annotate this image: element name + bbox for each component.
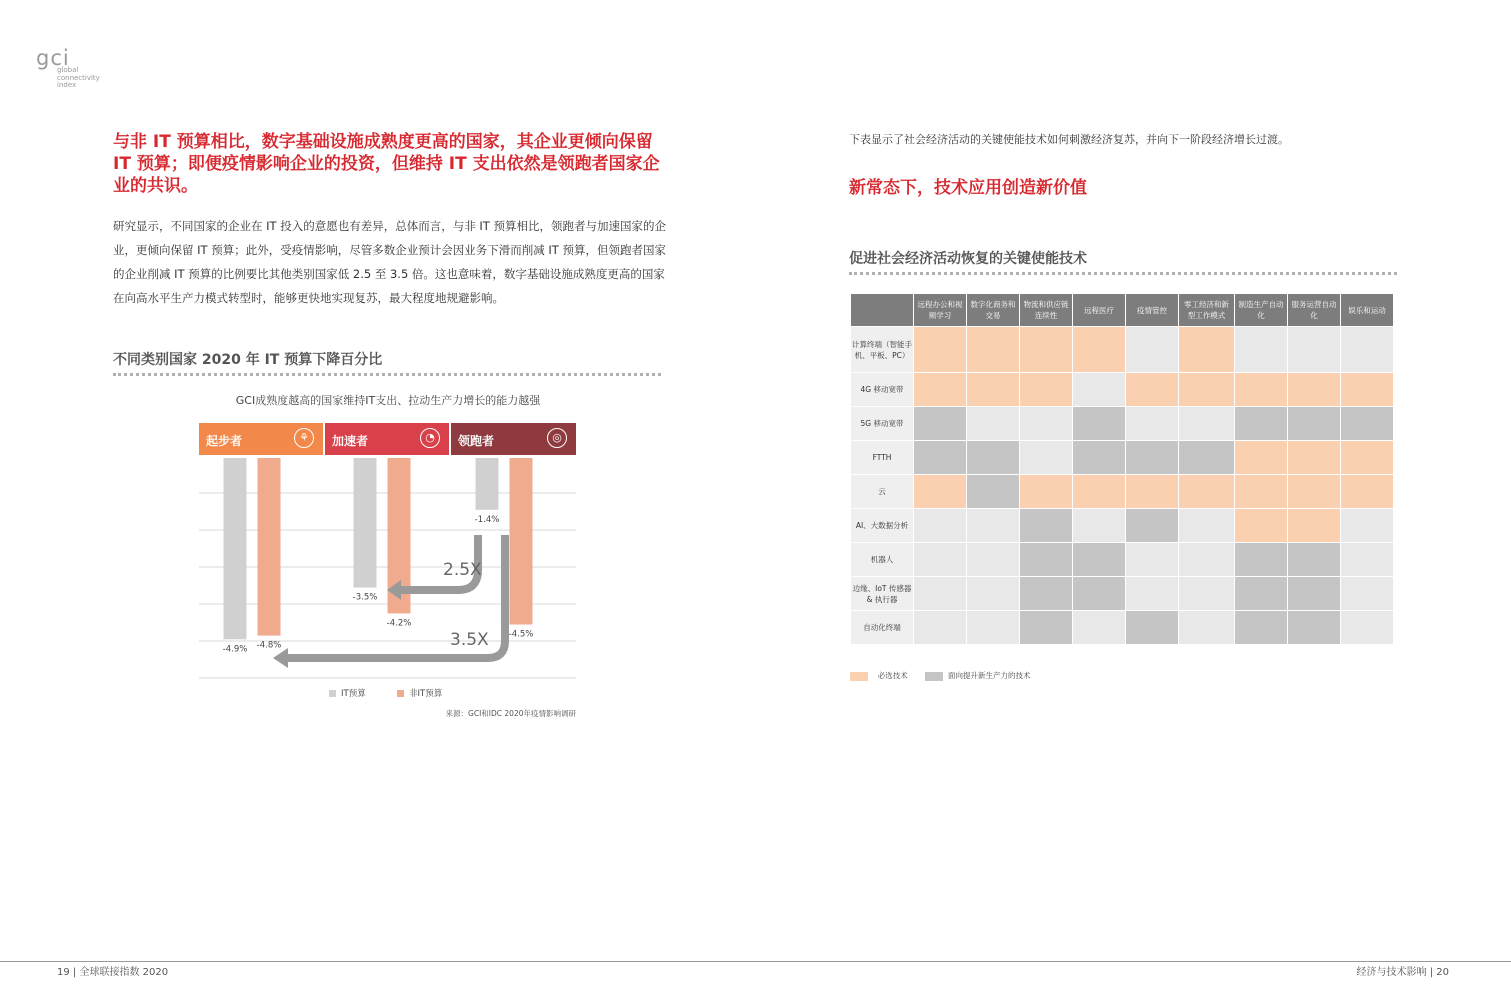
row-header: AI、大数据分析	[851, 509, 913, 542]
cell-none	[1179, 509, 1234, 542]
row-header: 计算终端（智能手机、平板、PC）	[851, 327, 913, 372]
cell-required	[1073, 475, 1125, 508]
cell-none	[1073, 611, 1125, 644]
cell-none	[1341, 611, 1393, 644]
cell-required	[1341, 373, 1393, 406]
cell-productivity	[1020, 611, 1072, 644]
table-row	[851, 373, 1393, 406]
cell-productivity	[1288, 543, 1340, 576]
table-row	[851, 441, 1393, 474]
chart-title: GCI成熟度越高的国家维持IT支出、拉动生产力增长的能力越强	[235, 394, 541, 407]
table-row	[851, 327, 1393, 372]
legend-label-non-it: 非IT预算	[409, 689, 443, 699]
cell-productivity	[1288, 577, 1340, 610]
cell-productivity	[1126, 509, 1178, 542]
cell-required	[1020, 327, 1072, 372]
cell-required	[914, 475, 966, 508]
row-header: 4G 移动宽带	[851, 373, 913, 406]
cell-none	[914, 577, 966, 610]
cell-none	[1179, 577, 1234, 610]
cell-required	[1288, 373, 1340, 406]
cell-none	[1020, 407, 1072, 440]
category-header-adopters	[325, 423, 449, 455]
it-budget-bar-2	[476, 458, 499, 510]
category-label: 领跑者	[458, 434, 495, 448]
table-corner-cell	[851, 294, 913, 326]
legend-swatch-required	[850, 672, 868, 681]
column-header: 远程办公和视频学习	[914, 294, 966, 326]
cell-none	[967, 611, 1019, 644]
cell-none	[914, 509, 966, 542]
row-header: FTTH	[851, 441, 913, 474]
row-header: 机器人	[851, 543, 913, 576]
table-row	[851, 611, 1393, 644]
cell-productivity	[1179, 441, 1234, 474]
non-it-budget-bar-2	[510, 458, 533, 625]
column-header: 物流和供应链连续性	[1020, 294, 1072, 326]
category-label: 加速者	[332, 434, 369, 448]
cell-required	[1235, 373, 1287, 406]
legend-swatch-non-it	[397, 690, 404, 697]
cell-productivity	[1073, 543, 1125, 576]
arrow-head-3-5x	[273, 648, 288, 668]
logo-line-1: global	[57, 66, 79, 74]
cell-required	[1020, 475, 1072, 508]
right-headline: 新常态下，技术应用创造新价值	[849, 178, 1087, 198]
right-intro: 下表显示了社会经济活动的关键使能技术如何刺激经济复苏，并向下一阶段经济增长过渡。	[849, 133, 1289, 146]
cell-productivity	[914, 407, 966, 440]
cell-none	[1020, 441, 1072, 474]
logo-line-3: index	[57, 81, 77, 89]
cell-required	[1235, 441, 1287, 474]
cell-required	[1020, 373, 1072, 406]
cell-productivity	[1341, 407, 1393, 440]
legend-label-required: 必选技术	[877, 671, 908, 680]
cell-none	[1073, 509, 1125, 542]
non-it-budget-bar-0	[258, 458, 281, 636]
legend-swatch-it	[329, 690, 336, 697]
cell-required	[1288, 475, 1340, 508]
column-header: 疫情管控	[1126, 294, 1178, 326]
medal-icon: ◎	[547, 428, 567, 448]
cell-productivity	[967, 441, 1019, 474]
cell-required	[1179, 373, 1234, 406]
cell-required	[1179, 475, 1234, 508]
row-header: 5G 移动宽带	[851, 407, 913, 440]
table-row	[851, 577, 1393, 610]
category-label: 起步者	[206, 434, 243, 448]
it-budget-bar-chart	[199, 455, 576, 680]
logo-line-2: connectivity	[57, 73, 100, 82]
column-header: 远程医疗	[1073, 294, 1125, 326]
legend-non-it-budget	[397, 687, 442, 699]
bar-value-label: -4.8%	[256, 640, 282, 651]
table-legend-productivity	[925, 670, 1031, 681]
cell-none	[967, 577, 1019, 610]
cell-none	[914, 611, 966, 644]
cell-productivity	[1235, 543, 1287, 576]
left-body-paragraph: 研究显示，不同国家的企业在 IT 投入的意愿也有差异，总体而言，与非 IT 预算相比，领跑者与加速国家的企业，更倾向保留 IT 预算；此外，受疫情影响，尽管多数企业预计会因业务下滑而削减 IT 预算，但领跑者国家的企业削减 IT 预算的比例要比其他类别国家低 2.5 至 3.5 倍。这也意味着，数字基础设施成熟度更高的国家在向高水平生产力模式转型时，能够更快地实现复苏，最大程度地规避影响。	[113, 219, 666, 305]
cell-none	[1341, 577, 1393, 610]
cell-none	[967, 407, 1019, 440]
row-header: 云	[851, 475, 913, 508]
cell-productivity	[1126, 441, 1178, 474]
key-enabling-tech-table	[850, 293, 1394, 645]
chart-section-title: 不同类别国家 2020 年 IT 预算下降百分比	[113, 352, 383, 368]
category-header-frontrunners	[451, 423, 576, 455]
it-budget-bar-0	[224, 458, 247, 639]
cell-required	[1288, 509, 1340, 542]
cell-none	[1235, 327, 1287, 372]
cell-none	[967, 543, 1019, 576]
cell-required	[967, 373, 1019, 406]
cell-none	[914, 543, 966, 576]
cell-none	[1341, 509, 1393, 542]
cell-productivity	[967, 475, 1019, 508]
cell-required	[1341, 475, 1393, 508]
cell-required	[914, 373, 966, 406]
legend-it-budget	[329, 687, 366, 699]
category-header-starters	[199, 423, 323, 455]
cell-none	[1126, 543, 1178, 576]
cell-required	[1288, 441, 1340, 474]
gci-logo: gci	[36, 46, 70, 70]
cell-productivity	[1020, 509, 1072, 542]
cell-none	[967, 509, 1019, 542]
legend-label-it: IT预算	[341, 689, 366, 699]
footer-right-page: 经济与技术影响 | 20	[1356, 967, 1449, 978]
table-row	[851, 475, 1393, 508]
table-section-divider	[849, 272, 1397, 275]
cell-required	[1235, 509, 1287, 542]
cell-none	[1179, 407, 1234, 440]
annotation-2-5x: 2.5X	[443, 560, 482, 580]
cell-required	[1126, 373, 1178, 406]
cell-productivity	[1126, 611, 1178, 644]
cell-required	[1073, 327, 1125, 372]
cell-productivity	[1020, 577, 1072, 610]
column-header: 服务运营自动化	[1288, 294, 1340, 326]
table-row	[851, 407, 1393, 440]
cell-none	[1126, 327, 1178, 372]
cell-required	[1235, 475, 1287, 508]
speedometer-icon: ◔	[420, 428, 440, 448]
legend-swatch-productivity	[925, 672, 943, 681]
cell-none	[1179, 543, 1234, 576]
cell-productivity	[1073, 407, 1125, 440]
column-header: 数字化商务和交易	[967, 294, 1019, 326]
column-header: 零工经济和新型工作模式	[1179, 294, 1234, 326]
footer-divider	[0, 961, 1511, 962]
cell-none	[1288, 327, 1340, 372]
cell-none	[1341, 543, 1393, 576]
cell-productivity	[1020, 543, 1072, 576]
row-header: 边缘、IoT 传感器 & 执行器	[851, 577, 913, 610]
cell-productivity	[1288, 611, 1340, 644]
legend-label-productivity: 面向提升新生产力的技术	[948, 671, 1031, 680]
cell-required	[967, 327, 1019, 372]
table-row	[851, 509, 1393, 542]
gci-logo-text	[57, 67, 117, 90]
cell-productivity	[1235, 577, 1287, 610]
footer-left-page: 19 | 全球联接指数 2020	[57, 967, 169, 978]
chart-source: 来源：GCI和IDC 2020年疫情影响调研	[445, 709, 576, 718]
cell-required	[1179, 327, 1234, 372]
bar-value-label: -4.9%	[222, 644, 248, 655]
bar-value-label: -4.5%	[508, 629, 534, 640]
chart-section-divider	[113, 373, 661, 376]
cell-none	[1341, 327, 1393, 372]
bar-value-label: -1.4%	[474, 514, 500, 525]
left-headline: 与非 IT 预算相比，数字基础设施成熟度更高的国家，其企业更倾向保留 IT 预算；即便疫情影响企业的投资，但维持 IT 支出依然是领跑者国家企业的共识。	[113, 132, 660, 196]
annotation-3-5x: 3.5X	[450, 630, 489, 650]
cell-required	[1341, 441, 1393, 474]
cell-productivity	[1235, 407, 1287, 440]
cell-none	[1179, 611, 1234, 644]
cell-productivity	[1235, 611, 1287, 644]
table-header-row	[851, 294, 1393, 326]
cell-productivity	[1288, 407, 1340, 440]
column-header: 制造生产自动化	[1235, 294, 1287, 326]
bar-value-label: -4.2%	[386, 618, 412, 629]
cell-productivity	[914, 441, 966, 474]
cell-required	[1126, 475, 1178, 508]
cell-productivity	[1073, 577, 1125, 610]
cell-none	[1126, 407, 1178, 440]
row-header: 自动化终端	[851, 611, 913, 644]
table-legend-required	[850, 670, 908, 681]
table-section-title: 促进社会经济活动恢复的关键使能技术	[849, 251, 1087, 267]
cell-none	[1126, 577, 1178, 610]
cell-required	[914, 327, 966, 372]
cell-none	[1073, 373, 1125, 406]
table-row	[851, 543, 1393, 576]
column-header: 娱乐和运动	[1341, 294, 1393, 326]
sprout-icon: ⚘	[294, 428, 314, 448]
it-budget-bar-1	[354, 458, 377, 588]
cell-productivity	[1073, 441, 1125, 474]
bar-value-label: -3.5%	[352, 592, 378, 603]
